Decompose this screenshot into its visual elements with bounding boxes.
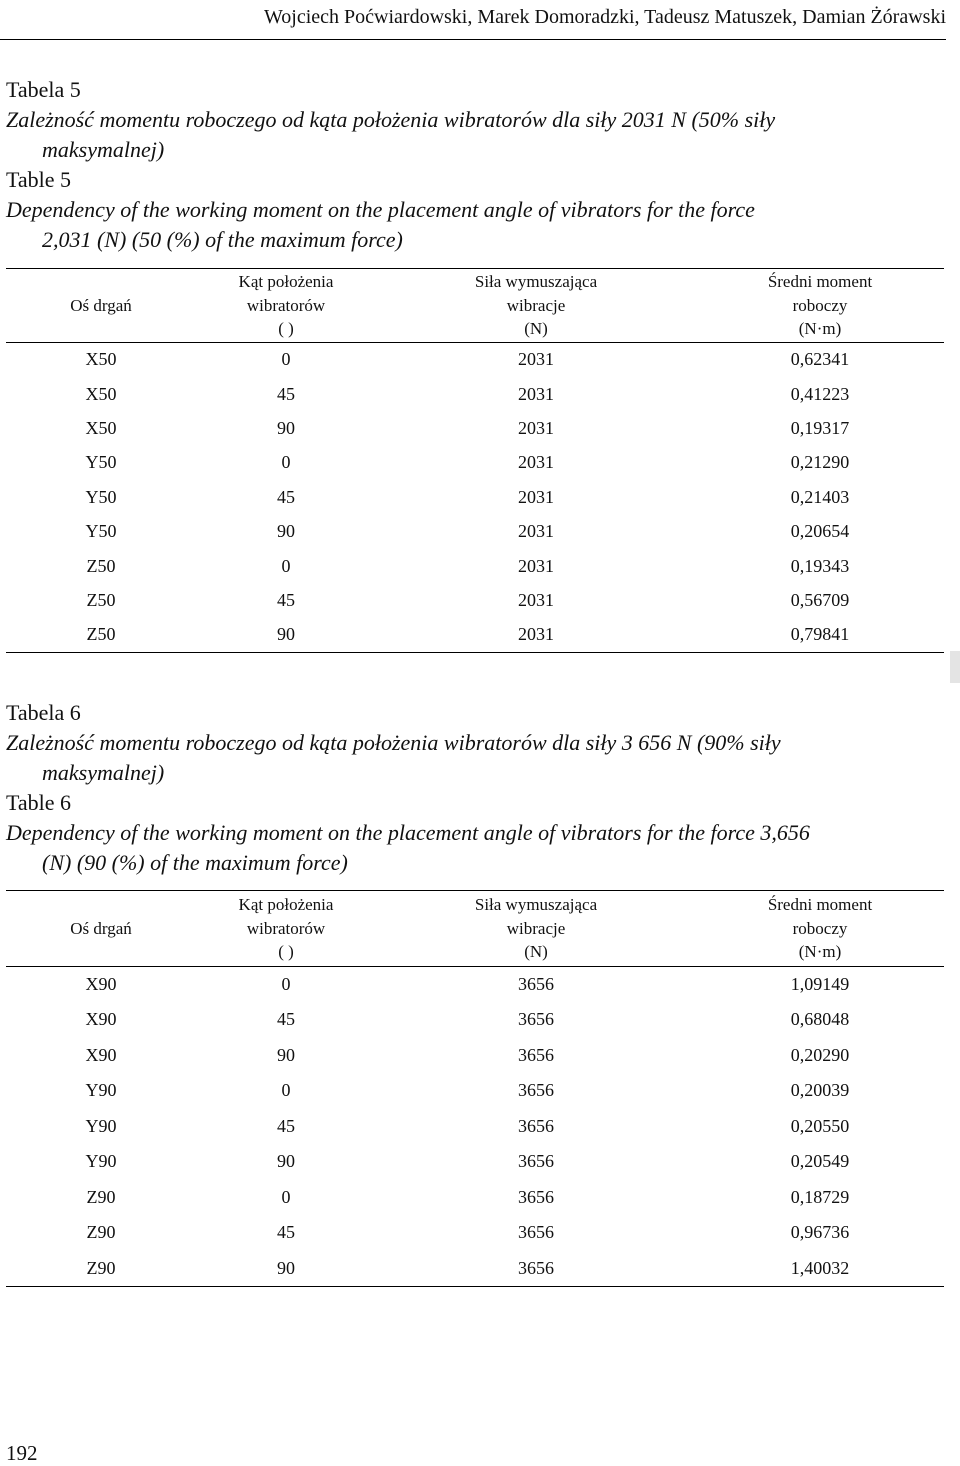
table-cell: X50: [85, 383, 117, 404]
table-row: [6, 514, 944, 548]
table-cell: Z90: [86, 1257, 116, 1278]
table-cell: 0,62341: [790, 349, 850, 370]
table-cell: 0: [281, 555, 291, 576]
table-row: [6, 1144, 944, 1180]
table-cell: 90: [277, 521, 295, 542]
table-cell: 45: [277, 1009, 295, 1030]
table5-title-en: [6, 195, 946, 255]
page-number: 192: [6, 1441, 38, 1465]
table-row: [6, 1215, 944, 1251]
table-cell: X90: [85, 1009, 117, 1030]
running-header: Wojciech Poćwiardowski, Marek Domoradzki, Tadeusz Matuszek, Damian Żórawski: [264, 6, 946, 28]
table-cell: Y50: [85, 452, 117, 473]
table6-title-en: [6, 818, 946, 878]
table-cell: 3656: [518, 1080, 554, 1101]
table5-title-pl-line1: Zależność momentu roboczego od kąta położenia wibratorów dla siły 2031 N (50% siły: [6, 107, 776, 132]
table-cell: 45: [277, 1115, 295, 1136]
table-cell: 0,20654: [790, 521, 850, 542]
table-cell: 0,21290: [790, 452, 850, 473]
table5-title-en-line1: Dependency of the working moment on the placement angle of vibrators for the force: [6, 197, 755, 222]
table-cell: 0,79841: [790, 624, 850, 645]
table-cell: 0,21403: [790, 486, 850, 507]
table6: [6, 890, 944, 1287]
table-cell: 1,09149: [790, 974, 850, 994]
table5-label-en: Table 5: [6, 167, 72, 192]
table-cell: 3656: [518, 1257, 554, 1278]
table-cell: Y90: [85, 1151, 117, 1172]
table-row: [6, 967, 944, 1003]
table6-label-pl: Tabela 6: [6, 700, 81, 725]
table-cell: 0,96736: [790, 1222, 850, 1243]
table-cell: 0,20039: [790, 1080, 850, 1101]
table5: [6, 268, 944, 653]
table-row: [6, 1251, 944, 1287]
table-cell: Z90: [86, 1186, 116, 1207]
table-cell: 45: [277, 383, 295, 404]
table-cell: 45: [277, 486, 295, 507]
table5-header-force: Siła wymuszająca wibracje (N): [474, 272, 598, 339]
table-row: [6, 1002, 944, 1038]
table-cell: Y50: [85, 521, 117, 542]
table-cell: 3656: [518, 974, 554, 994]
table-row: [6, 583, 944, 617]
table6-label-en: Table 6: [6, 790, 72, 815]
table5-header-angle: Kąt położenia wibratorów ( ): [238, 272, 334, 339]
table-cell: X90: [85, 974, 117, 994]
table-cell: 3656: [518, 1222, 554, 1243]
table-cell: Z50: [86, 589, 116, 610]
table-cell: 0,56709: [790, 589, 850, 610]
table-cell: 2031: [518, 349, 554, 370]
table-cell: 45: [277, 1222, 295, 1243]
table-cell: 0,68048: [790, 1009, 850, 1030]
table-row: [6, 549, 944, 583]
table6-title-en-line1: Dependency of the working moment on the placement angle of vibrators for the force 3,656: [6, 820, 810, 845]
table-cell: X50: [85, 417, 117, 438]
table-row: [6, 1073, 944, 1109]
table-cell: 0,20549: [790, 1151, 850, 1172]
table-cell: Z90: [86, 1222, 116, 1243]
table-cell: 90: [277, 1151, 295, 1172]
table6-header-row: [6, 891, 944, 967]
table6-title-en-line2: (N) (90 (%) of the maximum force): [42, 850, 348, 875]
table6-caption: [6, 698, 946, 878]
table-cell: 2031: [518, 624, 554, 645]
table6-body: [6, 967, 944, 1287]
table5-title-en-line2: 2,031 (N) (50 (%) of the maximum force): [42, 227, 403, 252]
table-cell: 0: [281, 349, 291, 370]
table-cell: 1,40032: [790, 1257, 850, 1278]
table-cell: 2031: [518, 589, 554, 610]
table-cell: Z50: [86, 555, 116, 576]
table-cell: 3656: [518, 1186, 554, 1207]
table-row: [6, 377, 944, 411]
table5-body: [6, 343, 944, 653]
table-cell: 0,41223: [790, 383, 850, 404]
header-rule: [0, 39, 946, 40]
table-row: [6, 1109, 944, 1145]
table-cell: 3656: [518, 1115, 554, 1136]
table6-header-force: Siła wymuszająca wibracje (N): [474, 895, 598, 962]
table-cell: 0,19317: [790, 417, 850, 438]
table-cell: 2031: [518, 452, 554, 473]
table6-title-pl: [6, 728, 946, 788]
table-row: [6, 618, 944, 652]
margin-mark: [950, 651, 960, 683]
table-cell: 90: [277, 1257, 295, 1278]
table-cell: 2031: [518, 383, 554, 404]
table-row: [6, 446, 944, 480]
table-row: [6, 1038, 944, 1074]
table-row: [6, 1180, 944, 1216]
table-cell: 0: [281, 1186, 291, 1207]
table-cell: 0: [281, 1080, 291, 1101]
table-cell: 0,19343: [790, 555, 850, 576]
table5-title-pl: [6, 105, 946, 165]
table-cell: Y90: [85, 1115, 117, 1136]
table-cell: 0: [281, 452, 291, 473]
table-row: [6, 343, 944, 377]
table6-header-moment: Średni moment roboczy (N·m): [767, 895, 873, 962]
table-cell: 2031: [518, 417, 554, 438]
table-cell: X50: [85, 349, 117, 370]
table-cell: 2031: [518, 555, 554, 576]
table5-label-pl: Tabela 5: [6, 77, 81, 102]
table6-title-pl-line2: maksymalnej): [42, 760, 165, 785]
table5-title-pl-line2: maksymalnej): [42, 137, 165, 162]
table5-header-axis: Oś drgań: [70, 295, 132, 315]
table5-header-row: [6, 269, 944, 343]
table-cell: 0: [281, 974, 291, 994]
table-cell: 2031: [518, 521, 554, 542]
table-cell: 3656: [518, 1151, 554, 1172]
table-cell: 90: [277, 624, 295, 645]
table-cell: 3656: [518, 1009, 554, 1030]
table-cell: 2031: [518, 486, 554, 507]
table6-title-pl-line1: Zależność momentu roboczego od kąta położenia wibratorów dla siły 3 656 N (90% siły: [6, 730, 781, 755]
table-cell: 0,20290: [790, 1044, 850, 1065]
table-cell: 45: [277, 589, 295, 610]
table-cell: X90: [85, 1044, 117, 1065]
table5-header-moment: Średni moment roboczy (N·m): [767, 272, 873, 339]
table-cell: 0,20550: [790, 1115, 850, 1136]
table6-header-axis: Oś drgań: [70, 918, 132, 938]
table-row: [6, 480, 944, 514]
table-cell: 3656: [518, 1044, 554, 1065]
table-cell: Z50: [86, 624, 116, 645]
table-cell: 0,18729: [790, 1186, 850, 1207]
table-cell: 90: [277, 1044, 295, 1065]
table-cell: Y90: [85, 1080, 117, 1101]
table5-caption: [6, 75, 946, 255]
table-cell: Y50: [85, 486, 117, 507]
table6-header-angle: Kąt położenia wibratorów ( ): [238, 895, 334, 962]
table-row: [6, 411, 944, 445]
table-cell: 90: [277, 417, 295, 438]
